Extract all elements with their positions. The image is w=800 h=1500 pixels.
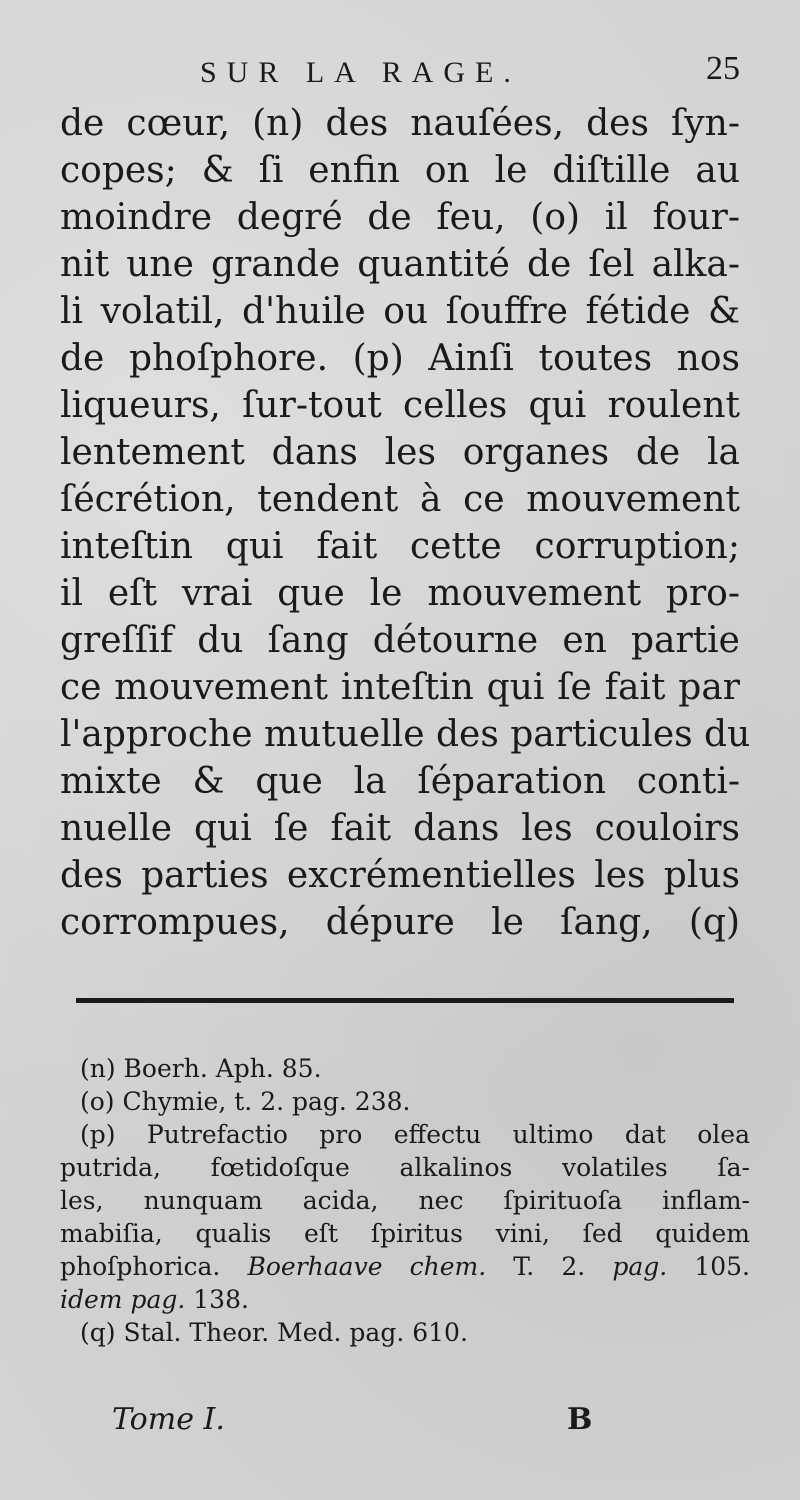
running-title: SUR LA RAGE.: [200, 56, 521, 89]
body-line: de phoſphore. (p) Ainſi toutes nos: [60, 338, 740, 379]
footnote-p-line-6: [60, 1283, 750, 1316]
body-line: greſſif du ſang détourne en partie: [60, 620, 740, 661]
running-head: [60, 50, 740, 100]
body-line: l'approche mutuelle des particules du: [60, 714, 751, 755]
footnote-n: (n) Boerh. Aph. 85.: [80, 1054, 322, 1083]
footnote-p-line-5: [60, 1250, 750, 1283]
footnote-p-volume: T. 2.: [513, 1252, 586, 1281]
body-line: nit une grande quantité de ſel alka-: [60, 244, 740, 285]
footnote-p-pag: pag.: [612, 1252, 668, 1281]
page-number: 25: [706, 50, 740, 87]
footnote-p-idem-page: 138.: [193, 1285, 249, 1314]
footnote-p-line: les, nunquam acida, nec ſpirituoſa inflam-: [60, 1186, 750, 1215]
body-line: copes; & ſi enfin on le diſtille au: [60, 150, 740, 191]
footnote-rule: [76, 998, 734, 1003]
body-line: de cœur, (n) des nauſées, des ſyn-: [60, 103, 740, 144]
footnotes: [60, 1052, 750, 1349]
body-line: ce mouvement inteſtin qui ſe fait par: [60, 667, 740, 708]
footnote-o: (o) Chymie, t. 2. pag. 238.: [80, 1087, 411, 1116]
body-line: moindre degré de feu, (o) il four-: [60, 197, 740, 238]
body-line: nuelle qui ſe fait dans les couloirs: [60, 808, 740, 849]
signature-mark: B: [567, 1402, 593, 1437]
footnote-p-line: mabiſia, qualis eſt ſpiritus vini, ſed quidem: [60, 1219, 750, 1248]
body-text: [60, 100, 751, 946]
body-line: li volatil, d'huile ou ſouffre fétide &: [60, 291, 740, 332]
volume-label: Tome I.: [112, 1402, 225, 1437]
body-line: liqueurs, ſur-tout celles qui roulent: [60, 385, 740, 426]
body-line: ſécrétion, tendent à ce mouvement: [60, 479, 740, 520]
body-line: des parties excrémentielles les plus: [60, 855, 740, 896]
footnote-p-line: putrida, fœtidoſque alkalinos volatiles ſa-: [60, 1153, 750, 1182]
body-line: mixte & que la ſéparation conti-: [60, 761, 740, 802]
body-line: il eſt vrai que le mouvement pro-: [60, 573, 740, 614]
page-footer: [112, 1402, 612, 1442]
footnote-p-line: (p) Putrefactio pro effectu ultimo dat olea: [80, 1120, 750, 1149]
body-line: corrompues, dépure le ſang, (q): [60, 902, 740, 943]
body-line: lentement dans les organes de la: [60, 432, 740, 473]
footnote-p-citation: Boerhaave chem.: [247, 1252, 487, 1281]
footnote-p-text: phoſphorica.: [60, 1252, 221, 1281]
footnote-p-page: 105.: [694, 1252, 750, 1281]
footnote-p-idem: idem pag.: [60, 1285, 186, 1314]
footnote-q: (q) Stal. Theor. Med. pag. 610.: [80, 1318, 468, 1347]
body-line: inteſtin qui fait cette corruption;: [60, 526, 740, 567]
